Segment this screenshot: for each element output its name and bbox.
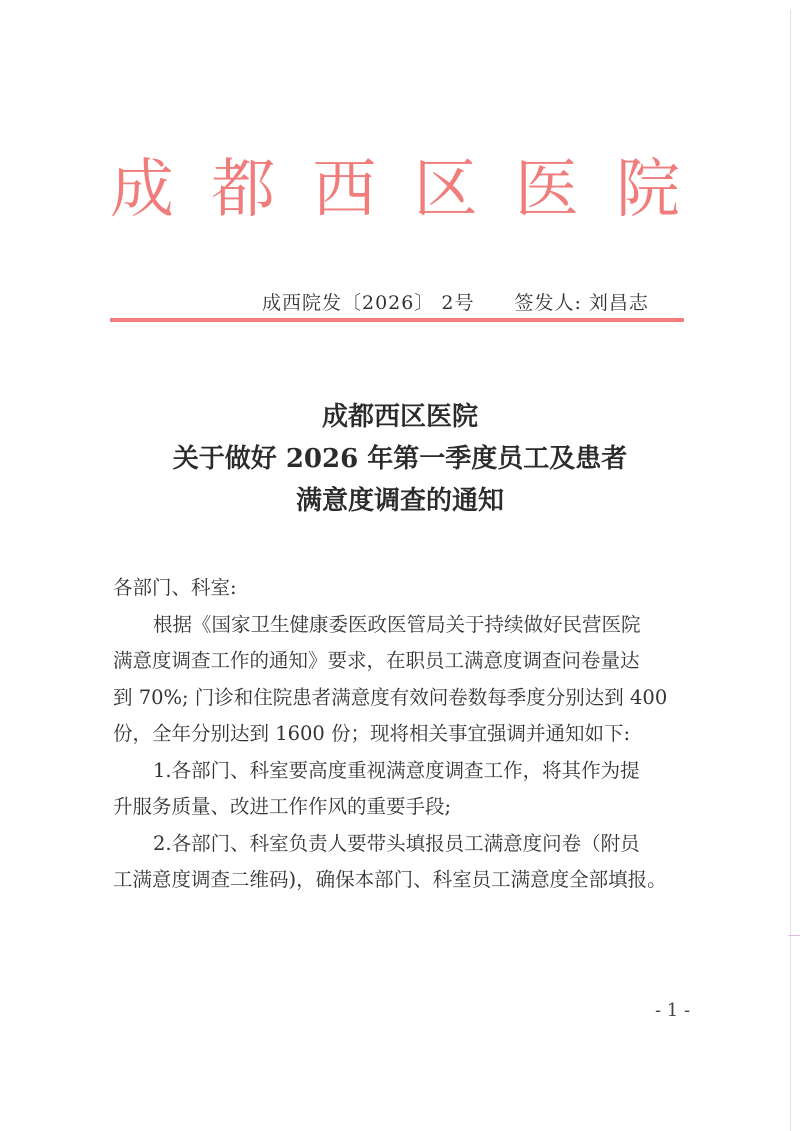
- body-line: 1.各部门、科室要高度重视满意度调查工作，将其作为提: [153, 758, 640, 782]
- title-line-2: 关于做好 2026 年第一季度员工及患者: [172, 444, 628, 474]
- document-title: [100, 396, 700, 522]
- title-line-1: 成都西区医院: [321, 402, 478, 432]
- body-line: 根据《国家卫生健康委医政医管局关于持续做好民营医院: [153, 612, 641, 636]
- document-number-line: [262, 288, 649, 315]
- document-body: [113, 570, 713, 899]
- page-number: - 1 -: [655, 1000, 691, 1021]
- document-number: 成西院发〔2026〕 2号: [262, 292, 475, 314]
- masthead-char: 成: [110, 153, 174, 227]
- red-masthead: [110, 150, 680, 230]
- body-line: 份，全年分别达到 1600 份；现将相关事宜强调并通知如下:: [113, 722, 631, 745]
- body-line: 到 70%; 门诊和住院患者满意度有效问卷数每季度分别达到 400: [113, 685, 668, 709]
- title-line-3: 满意度调查的通知: [295, 486, 504, 516]
- red-divider-rule: [110, 318, 684, 322]
- masthead-char: 都: [211, 153, 276, 227]
- salutation: 各部门、科室:: [113, 576, 237, 599]
- masthead-char: 院: [615, 153, 680, 227]
- masthead-char: 西: [312, 153, 377, 227]
- signer: 签发人: 刘昌志: [514, 292, 649, 314]
- body-line: 工满意度调查二维码)，确保本部门、科室员工满意度全部填报。: [113, 868, 667, 891]
- masthead-char: 区: [413, 153, 478, 227]
- body-line: 升服务质量、改进工作作风的重要手段;: [113, 795, 452, 818]
- body-line: 2.各部门、科室负责人要带头填报员工满意度问卷（附员: [153, 831, 640, 855]
- masthead-char: 医: [514, 153, 579, 227]
- scan-edge-line: [790, 10, 791, 1131]
- scan-edge-mark: [788, 935, 800, 936]
- body-line: 满意度调查工作的通知》要求，在职员工满意度调查问卷量达: [113, 649, 640, 672]
